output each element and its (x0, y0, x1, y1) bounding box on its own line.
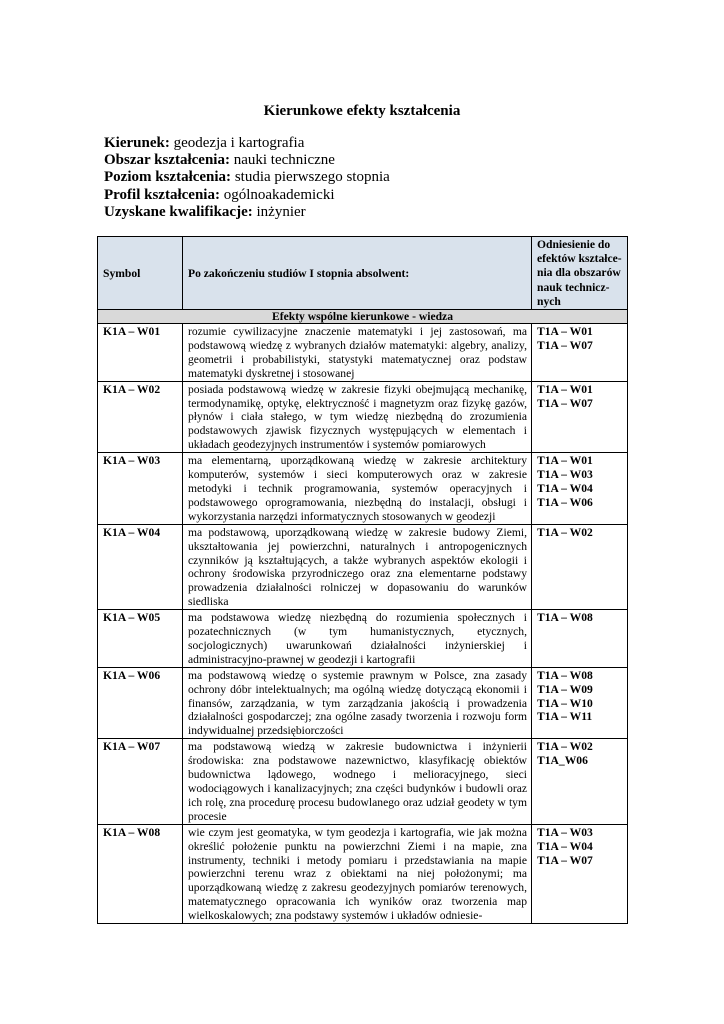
row-description: rozumie cywilizacyjne znaczenie matematyki i jej zastosowań, ma podstawową wiedzę z wybranych działów matematyki: algebry, analizy, geometrii i probabilistyki, statystyki matematycznej oraz podstaw matematyki dyskretnej i stosowanej (183, 324, 532, 382)
reference-code: T1A – W08 (537, 668, 593, 682)
meta-qualifications (104, 204, 390, 221)
page-title: Kierunkowe efekty kształcenia (263, 103, 461, 119)
meta-value: studia pierwszego stopnia (234, 169, 390, 186)
meta-value: nauki techniczne (233, 152, 335, 169)
reference-code: T1A – W09 (537, 682, 593, 696)
row-symbol: K1A – W08 (98, 824, 183, 923)
meta-label: Obszar kształcenia: (104, 152, 230, 169)
table-row (98, 453, 628, 525)
table-header-row (98, 237, 628, 310)
row-description: posiada podstawową wiedzę w zakresie fizyki obejmującą mechanikę, termodynamikę, optykę, elektryczność i magnetyzm oraz fizykę gazów, płynów i ciała stałego, w tym wiedzę niezbędną do zrozumienia podstawowych zjawisk fizycznych występujących w elementach i układach geodezyjnych instrumentów i systemów pomiarowych (183, 381, 532, 453)
meta-education-level (104, 169, 390, 186)
meta-value: geodezja i kartografia (173, 135, 305, 151)
header-reference: Odniesienie do efektów kształce-nia dla obszarów nauk technicz-nych (532, 237, 628, 310)
table-row (98, 667, 628, 739)
reference-code: T1A – W07 (537, 396, 593, 410)
table-row (98, 824, 628, 923)
meta-value: ogólnoakademicki (223, 186, 335, 203)
reference-code: T1A – W01 (537, 454, 593, 468)
meta-label: Profil kształcenia: (104, 186, 220, 203)
reference-code: T1A – W06 (537, 495, 593, 509)
reference-code: T1A – W07 (537, 853, 593, 867)
section-row (98, 310, 628, 324)
program-metadata (104, 135, 390, 221)
reference-code: T1A – W04 (537, 481, 593, 495)
table-row (98, 739, 628, 824)
row-symbol: K1A – W04 (98, 524, 183, 609)
row-description: ma podstawową wiedzę o systemie prawnym w Polsce, zna zasady ochrony dóbr intelektualnych; ma ogólną wiedzę dotyczącą ekonomii i finansów, zarządzania, w tym zarządzania jakością i prowadzenia działalności gospodarczej; zna ogólne zasady tworzenia i rozwoju form indywidualnej przedsiębiorczości (183, 667, 532, 739)
meta-label: Kierunek: (104, 135, 170, 151)
meta-label: Poziom kształcenia: (104, 169, 232, 186)
row-references (532, 610, 628, 668)
row-references (532, 381, 628, 453)
row-references (532, 453, 628, 525)
row-references (532, 324, 628, 382)
reference-code: T1A – W11 (537, 710, 593, 724)
header-symbol: Symbol (98, 237, 183, 310)
row-symbol: K1A – W01 (98, 324, 183, 382)
meta-field-of-study (104, 135, 390, 152)
reference-code: T1A – W03 (537, 468, 593, 482)
reference-code: T1A – W02 (537, 740, 593, 754)
reference-code: T1A – W10 (537, 696, 593, 710)
row-references (532, 667, 628, 739)
row-references (532, 739, 628, 824)
reference-code: T1A – W03 (537, 825, 593, 839)
row-references (532, 524, 628, 609)
row-description: ma elementarną, uporządkowaną wiedzę w zakresie architektury komputerów, systemów i sieci komputerowych oraz w zakresie metodyki i technik programowania, systemów operacyjnych i podstawowego oprogramowania, niezbędną do instalacji, obsługi i wykorzystania narzędzi informatycznych stosowanych w geodezji (183, 453, 532, 525)
reference-code: T1A – W04 (537, 839, 593, 853)
row-symbol: K1A – W03 (98, 453, 183, 525)
table-row (98, 524, 628, 609)
row-description: wie czym jest geomatyka, w tym geodezja i kartografia, wie jak można określić położenie punktu na powierzchni Ziemi i na mapie, zna instrumenty, techniki i metody pomiaru i przedstawiania na mapie powierzchni terenu wraz z obiektami na niej położonymi; ma uporządkowaną wiedzę z zakresu geodezyjnych pomiarów terenowych, matematycznego opracowania ich wyników oraz tworzenia map wielkoskalowych; zna podstawy systemów i układów odniesie- (183, 824, 532, 923)
meta-label: Uzyskane kwalifikacje: (104, 203, 253, 220)
reference-code: T1A – W08 (537, 611, 593, 625)
row-symbol: K1A – W06 (98, 667, 183, 739)
meta-value: inżynier (256, 203, 306, 220)
table-row (98, 610, 628, 668)
row-symbol: K1A – W05 (98, 610, 183, 668)
row-symbol: K1A – W07 (98, 739, 183, 824)
row-references (532, 824, 628, 923)
header-description: Po zakończeniu studiów I stopnia absolwent: (183, 237, 532, 310)
meta-education-area (104, 152, 390, 169)
row-description: ma podstawową wiedzą w zakresie budownictwa i inżynierii środowiska: zna podstawowe nazewnictwo, klasyfikację obiektów budownictwa lądowego, wodnego i melioracyjnego, sieci wodociągowych i kanalizacyjnych; zna części budynków i budowli oraz ich rolę, zna procedurę procesu budowlanego oraz udział geodety w tym procesie (183, 739, 532, 824)
row-symbol: K1A – W02 (98, 381, 183, 453)
meta-education-profile (104, 187, 390, 204)
reference-code: T1A_W06 (537, 754, 588, 768)
table-row (98, 324, 628, 382)
section-title: Efekty wspólne kierunkowe - wiedza (98, 310, 628, 324)
row-description: ma podstawowa wiedzę niezbędną do rozumienia społecznych i pozatechnicznych (w tym humanistycznych, etycznych, socjologicznych) uwarunkowań działalności inżynierskiej i administracyjno-prawnej w geodezji i kartografii (183, 610, 532, 668)
row-description: ma podstawową, uporządkowaną wiedzę w zakresie budowy Ziemi, ukształtowania jej powierzchni, naturalnych i antropogenicznych czynników ją kształtujących, a także wybranych aspektów ekologii i ochrony środowiska przyrodniczego oraz zna elementarne podstawy prowadzenia działalności rolniczej w dopasowaniu do warunków siedliska (183, 524, 532, 609)
reference-code: T1A – W07 (537, 338, 593, 352)
learning-outcomes-table (97, 236, 628, 924)
reference-code: T1A – W01 (537, 382, 593, 396)
reference-code: T1A – W01 (537, 325, 593, 339)
reference-code: T1A – W02 (537, 525, 593, 539)
table-row (98, 381, 628, 453)
